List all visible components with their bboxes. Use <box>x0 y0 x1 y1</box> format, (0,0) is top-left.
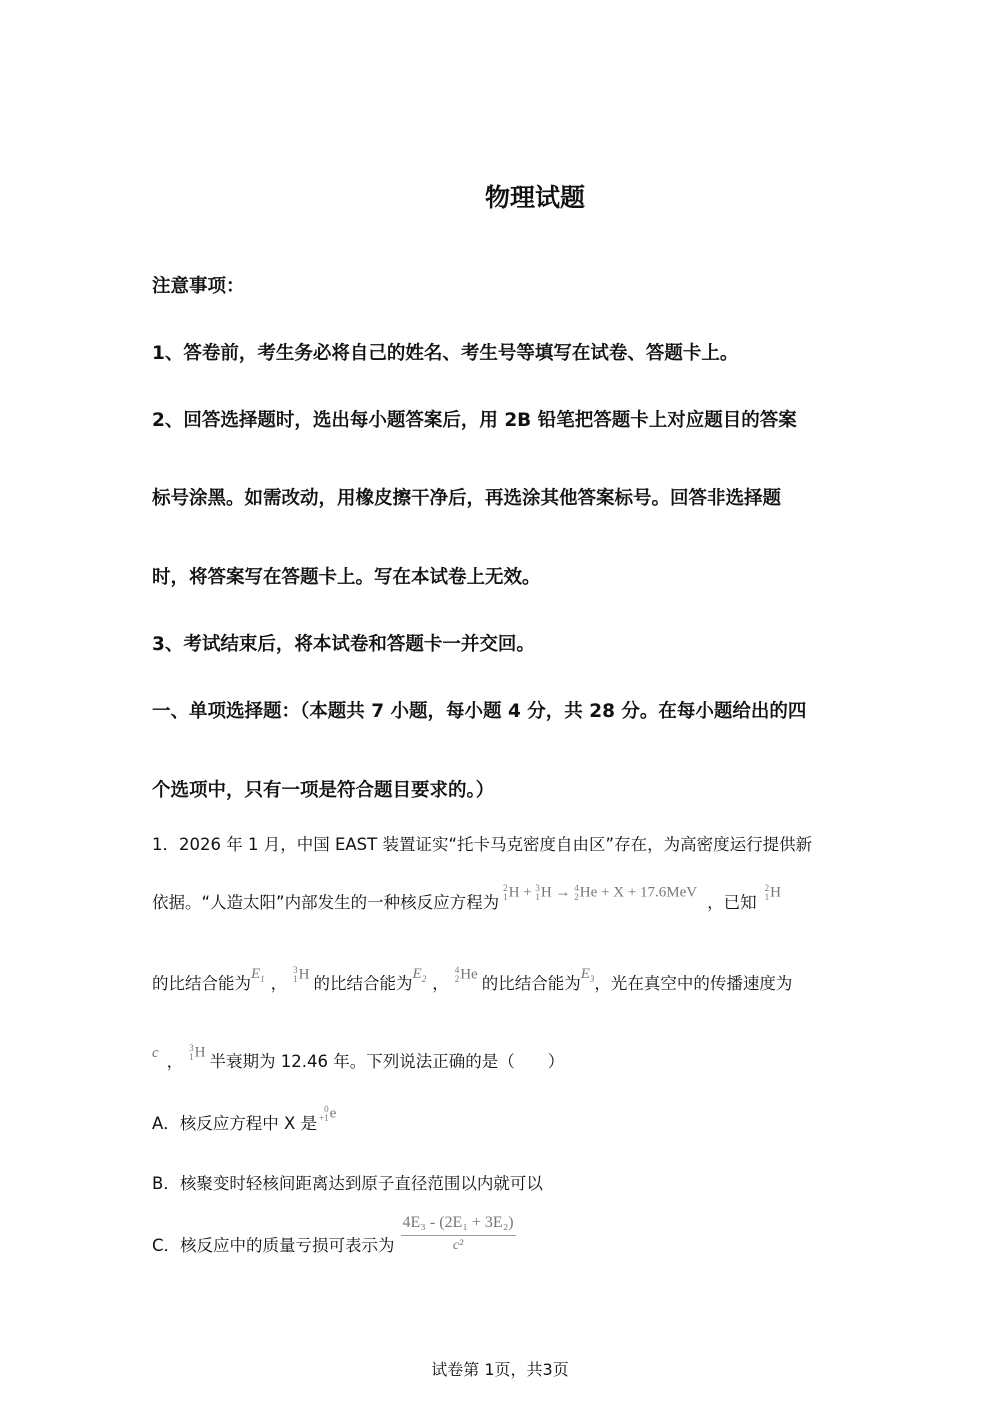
question-1-line-2-prefix: 依据。“人造太阳”内部发生的一种核反应方程为 <box>152 893 500 912</box>
option-c: C．核反应中的质量亏损可表示为 $\frac{\text{4E₃ - (2E₁ + 3E₂)}}{\text{c²}}$ <box>152 1214 514 1255</box>
section-heading-line-1: 一、单项选择题：（本题共 7 小题，每小题 4 分，共 28 分。在每小题给出的四 <box>152 701 807 722</box>
isotope-he4: 4 2 He <box>454 965 478 984</box>
notice-line-3: 标号涂黑。如需改动，用橡皮擦干净后，再选涂其他答案标号。回答非选择题 <box>152 488 782 509</box>
mass-defect-numerator: 4E₃ - (2E₁ + 3E₂) <box>401 1214 516 1236</box>
option-a: A．核反应方程中 X 是 0 +1 e <box>152 1104 337 1133</box>
speed-of-light-symbol: c <box>152 1044 159 1061</box>
question-1-line-3: 的比结合能为 $E_1$ ， 3 1 H 的比结合能为 $E_2$ ， 4 2 He 的比结合能为 $E_3$ ，光在真空中的传播速度为 <box>152 965 793 993</box>
page-footer: 试卷第 1页，共3页 <box>431 1360 569 1379</box>
notice-heading: 注意事项： <box>152 276 245 297</box>
question-1-line-1: 1．2026 年 1 月，中国 EAST 装置证实“托卡马克密度自由区”存在，为高密度运行提供新 <box>152 835 813 854</box>
nuclear-equation: 2 1 H + 3 1 H → 4 2 He + X + 17.6MeV <box>503 883 698 902</box>
binding-energy-e2: $E_2$ <box>412 966 427 984</box>
question-1-line-2 <box>152 881 781 921</box>
option-b: B．核聚变时轻核间距离达到原子直径范围以内就可以 <box>152 1174 543 1193</box>
binding-energy-e3: $E_3$ <box>580 966 595 984</box>
section-heading-line-2: 个选项中，只有一项是符合题目要求的。） <box>152 780 495 801</box>
notice-line-1: 1、答卷前，考生务必将自己的姓名、考生号等填写在试卷、答题卡上。 <box>152 343 739 364</box>
positron-symbol: 0 +1 e <box>319 1104 337 1123</box>
page-title: 物理试题 <box>484 183 585 212</box>
mass-defect-denominator: c² <box>452 1238 464 1253</box>
question-1-line-2-suffix: ，已知 <box>707 893 757 912</box>
notice-line-2: 2、回答选择题时，选出每小题答案后，用 2B 铅笔把答题卡上对应题目的答案 <box>152 410 797 431</box>
notice-line-4: 时，将答案写在答题卡上。写在本试卷上无效。 <box>152 567 541 588</box>
binding-energy-e1: $E_1$ <box>251 966 265 984</box>
question-1-line-4: c ， 3 1 H 半衰期为 12.46 年。下列说法正确的是（ ） <box>152 1043 565 1071</box>
isotope-h2: 2 1 H <box>764 883 781 902</box>
mass-defect-fraction <box>401 1214 516 1254</box>
isotope-h3-halflife: 3 1 H <box>189 1043 206 1062</box>
notice-line-5: 3、考试结束后，将本试卷和答题卡一并交回。 <box>152 634 535 655</box>
isotope-h3: 3 1 H <box>293 965 310 984</box>
